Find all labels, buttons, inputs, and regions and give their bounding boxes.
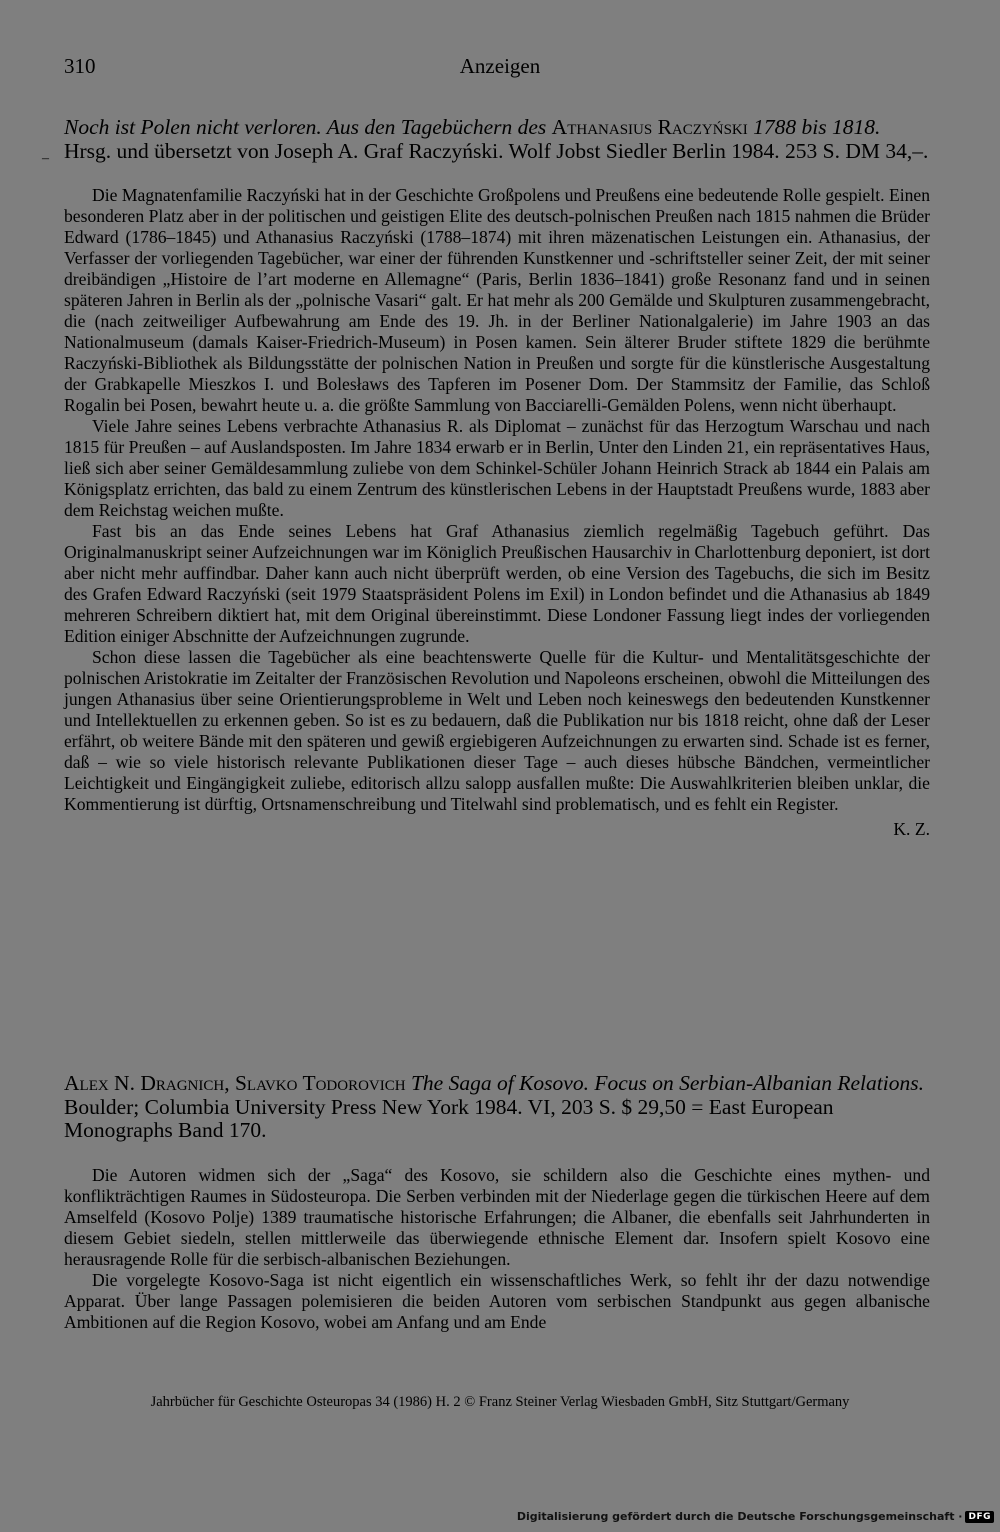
paragraph: Die Magnatenfamilie Raczyński hat in der Geschichte Großpolens und Preußens eine bedeutende Rolle gespielt. Einen besonderen Platz aber in der politischen und geistigen Elite des deutsch-polnischen Preußen nach 1815 nahmen die Brüder Edward (1786–1845) und Athanasius Raczyński (1788–1874) mit ihren mäzenatischen Leistungen ein. Athanasius, der Verfasser der vorliegenden Tagebücher, war einer der führenden Kunstkenner und -schriftsteller seiner Zeit, der mit seiner dreibändigen „Histoire de l’art moderne en Allemagne“ (Paris, Berlin 1836–1841) große Resonanz fand und in seinen späteren Jahren in Berlin als der „polnische Vasari“ galt. Er hat mehr als 200 Gemälde und Skulpturen zusammengebracht, die (nach zeitweiliger Aufbewahrung am Ende des 19. Jh. in der Berliner Nationalgalerie) im Jahre 1903 an das Nationalmuseum (damals Kaiser-Friedrich-Museum) in Posen kamen. Sein älterer Bruder stiftete 1829 die berühmte Raczyński-Bibliothek als Bildungsstätte der polnischen Nation in Preußen und sorgte für die künstlerische Ausgestaltung der Grabkapelle Mieszkos I. und Bolesławs des Tapferen im Posener Dom. Der Stammsitz der Familie, das Schloß Rogalin bei Posen, bewahrt heute u. a. die größte Sammlung von Bacciarelli-Gemälden Polens, wenn nicht überhaupt. — [64, 185, 930, 415]
paragraph: Fast bis an das Ende seines Lebens hat Graf Athanasius ziemlich regelmäßig Tagebuch geführt. Das Originalmanuskript seiner Aufzeichnungen war im Königlich Preußischen Hausarchiv in Charlottenburg deponiert, ist dort aber nicht mehr auffindbar. Daher kann auch nicht überprüft werden, ob eine Version des Tagebuchs, die sich im Besitz des Grafen Edward Raczyński (seit 1979 Staatspräsident Polens im Exil) in London befindet und die Athanasius ab 1849 mehreren Schreibern diktiert hat, mit dem Original übereinstimmt. Diese Londoner Fassung liegt indes der vorliegenden Edition einiger Abschnitte der Aufzeichnungen zugrunde. — [64, 521, 930, 646]
reviewer-signature: K. Z. — [893, 819, 930, 839]
paragraph: Schon diese lassen die Tagebücher als eine beachtenswerte Quelle für die Kultur- und Mentalitätsgeschichte der polnischen Aristokratie im Zeitalter der Französischen Revolution und Napoleons erscheinen, obwohl die Mitteilungen des jungen Athanasius über seine Orientierungsprobleme in Welt und Leben noch keineswegs den bedeutenden Kunstkenner und Intellektuellen zu erkennen geben. So ist es zu bedauern, daß die Publikation nur bis 1818 reicht, ohne daß der Leser erfährt, ob weitere Bände mit den späteren und gewiß ergiebigeren Aufzeichnungen zu erwarten sind. Schade ist es ferner, daß – wie so viele historisch relevante Publikationen dieser Tage – auch dieses hübsche Bändchen, vermeintlicher Leichtigkeit und Eingängigkeit zuliebe, editorisch allzu salopp ausfallen mußte: Die Auswahlkriterien bleiben unklar, die Kommentierung ist dürftig, Ortsnamenschreibung und Titelwahl sind problematisch, und es fehlt ein Register. — [64, 647, 930, 814]
review-raczynski — [64, 116, 930, 840]
title-part-1: Noch ist Polen nicht verloren. Aus den Tagebüchern des — [64, 115, 552, 139]
publication-info: Hrsg. und übersetzt von Joseph A. Graf Raczyński. Wolf Jobst Siedler Berlin 1984. 253 S. DM 34,–. — [64, 138, 929, 163]
book-title: The Saga of Kosovo. Focus on Serbian-Albanian Relations. — [405, 1071, 924, 1095]
author-names: Alex N. Dragnich, Slavko Todorovich — [64, 1071, 406, 1095]
paragraph: Die vorgelegte Kosovo-Saga ist nicht eigentlich ein wissenschaftliches Werk, so fehlt ihr der dazu notwendige Apparat. Über lange Passagen polemisieren die beiden Autoren vom serbischen Standpunkt aus gegen albanische Ambitionen auf die Region Kosovo, wobei am Anfang und am Ende — [64, 1269, 930, 1332]
review-heading — [64, 116, 930, 163]
digitization-note: Digitalisierung gefördert durch die Deutsche Forschungsgemeinschaft · — [516, 1510, 963, 1523]
title-part-2: 1788 bis 1818. — [747, 115, 881, 139]
page-number: 310 — [64, 54, 96, 78]
running-head: Anzeigen — [459, 54, 541, 78]
author-name: Athanasius Raczyński — [551, 115, 748, 139]
journal-footer: Jahrbücher für Geschichte Osteuropas 34 (1986) H. 2 © Franz Steiner Verlag Wiesbaden GmbH, Sitz Stuttgart/Germany — [150, 1394, 850, 1410]
publication-info: Boulder; Columbia University Press New York 1984. VI, 203 S. $ 29,50 = East European Monographs Band 170. — [64, 1094, 834, 1142]
dfg-logo: DFG — [965, 1511, 994, 1523]
margin-mark: – — [42, 151, 49, 166]
paragraph: Die Autoren widmen sich der „Saga“ des Kosovo, sie schildern also die Geschichte eines mythen- und konflikträchtigen Raumes in Südosteuropa. Die Serben verbinden mit der Niederlage gegen die türkischen Heere auf dem Amselfeld (Kosovo Polje) 1389 traumatische historische Erfahrungen; die Albaner, die ebenfalls seit Jahrhunderten in diesem Gebiet siedeln, stellen mittlerweile das überwiegende ethnische Element dar. Insofern spielt Kosovo eine herausragende Rolle für die serbisch-albanischen Beziehungen. — [64, 1164, 930, 1269]
digitization-credit — [517, 1510, 994, 1523]
review-kosovo — [64, 1072, 930, 1333]
paragraph: Viele Jahre seines Lebens verbrachte Athanasius R. als Diplomat – zunächst für das Herzogtum Warschau und nach 1815 für Preußen – auf Auslandsposten. Im Jahre 1834 erwarb er in Berlin, Unter den Linden 21, ein repräsentatives Haus, ließ sich aber seiner Gemäldesammlung zuliebe von dem Schinkel-Schüler Johann Heinrich Strack ab 1844 ein Palais am Königsplatz errichten, das bald zu einem Zentrum des künstlerischen Lebens in der Hauptstadt Preußens wurde, 1883 aber dem Reichstag weichen mußte. — [64, 416, 930, 520]
review-heading — [64, 1072, 930, 1143]
